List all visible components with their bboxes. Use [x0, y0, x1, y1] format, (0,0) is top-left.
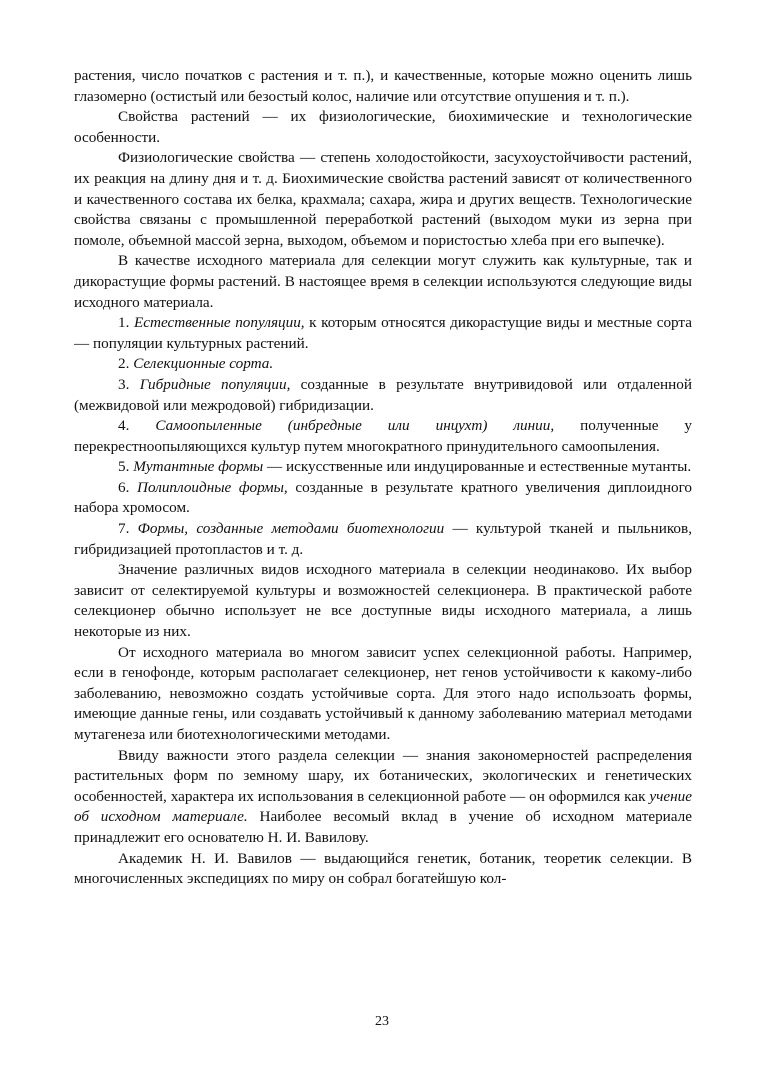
- paragraph-success-dependence: От исходного материала во многом зависит успех селекционной работы. Например, если в генофонде, которым располагает селекционер, нет генов устойчивости к какому-либо заболеванию, невозможно создать устойчивые сорта. Для этого надо использоать формы, имеющие данные гены, или создавать устойчивый к данному заболеванию материал методами мутагенеза или биотехнологическими методами.: [74, 643, 692, 743]
- page-body: [74, 66, 692, 890]
- list-item-number: 5.: [118, 458, 130, 476]
- list-item-term: Естественные популяции,: [133, 314, 305, 332]
- list-item-number: 6.: [118, 478, 130, 496]
- list-item-6: [74, 478, 692, 519]
- list-item-5: [74, 457, 692, 478]
- list-item-term: Самоопыленные (инбредные или инцухт) линии,: [155, 417, 555, 435]
- list-item-number: 3.: [118, 375, 130, 393]
- paragraph-significance: Значение различных видов исходного материала в селекции неодинаково. Их выбор зависит от селектируемой культуры и возможностей селекционера. В практической работе селекционер обычно использует не все доступные виды исходного материала, а лишь некоторые из них.: [74, 561, 692, 641]
- list-item-term: Формы, созданные методами биотехнологии: [137, 520, 445, 538]
- list-item-2: [74, 354, 692, 375]
- list-item-term: Гибридные популяции,: [139, 375, 291, 393]
- paragraph-doctrine-term: учение об исходном материале.: [74, 787, 692, 826]
- paragraph-plant-properties: Свойства растений — их физиологические, биохимические и технологические особенности.: [74, 108, 692, 146]
- list-item-number: 7.: [118, 520, 130, 538]
- page-number: 23: [375, 1014, 389, 1029]
- list-item-4: [74, 416, 692, 457]
- paragraph-doctrine: [74, 746, 692, 849]
- list-item-term: Полиплоидные формы,: [137, 478, 288, 496]
- list-item-7: [74, 519, 692, 560]
- list-item-text: созданные в результате кратного увеличения диплоидного набора хромосом.: [74, 478, 693, 517]
- list-item-text: полученные у перекрестноопыляющихся культур путем многократного принудительного самоопыления.: [74, 417, 693, 455]
- list-item-number: 2.: [118, 355, 130, 373]
- paragraph-vavilov: Академик Н. И. Вавилов — выдающийся генетик, ботаник, теоретик селекции. В многочисленных экспедициях по миру он собрал богатейшую кол-: [74, 849, 692, 888]
- list-item-term: Селекционные сорта.: [133, 355, 274, 373]
- list-item-number: 1.: [118, 314, 130, 332]
- list-item-number: 4.: [118, 417, 130, 435]
- paragraph-continuation: растения, число початков с растения и т. п.), и качественные, которые можно оценить лишь глазомерно (остистый или безостый колос, наличие или отсутствие опушения и т. п.).: [74, 67, 692, 105]
- list-item-3: [74, 375, 692, 416]
- paragraph-doctrine-text-b: Наиболее весомый вклад в учение об исходном материале принадлежит его основателю Н. И. Вавилову.: [74, 808, 692, 846]
- list-item-text: созданные в результате внутривидовой или отдаленной (межвидовой или межродовой) гибридизации.: [74, 375, 693, 414]
- paragraph-doctrine-text-a: Ввиду важности этого раздела селекции — знания закономерностей распределения растительных форм по земному шару, их ботанических, экологических и генетических особенностей, характера их использования в селекционной работе — он оформился как: [74, 746, 692, 805]
- list-item-text: к которым относятся дикорастущие виды и местные сорта — популяции культурных растений.: [74, 314, 692, 352]
- list-item-1: [74, 313, 692, 354]
- paragraph-source-material-intro: В качестве исходного материала для селекции могут служить как культурные, так и дикорастущие формы растений. В настоящее время в селекции используются следующие виды исходного материала.: [74, 252, 692, 311]
- list-item-term: Мутантные формы: [133, 458, 264, 476]
- list-item-text: — искусственные или индуцированные и естественные мутанты.: [266, 458, 692, 476]
- list-item-text: — культурой тканей и пыльников, гибридизацией протопластов и т. д.: [74, 520, 692, 558]
- paragraph-physiological-properties: Физиологические свойства — степень холодостойкости, засухоустойчивости растений, их реакция на длину дня и т. д. Биохимические свойства растений зависят от количественного и качественного состава их белка, крахмала; сахара, жира и других веществ. Технологические свойства связаны с промышленной переработкой растений (выходом муки из зерна при помоле, объемной массой зерна, выходом, объемом и пористостью хлеба при его выпечке).: [74, 149, 692, 249]
